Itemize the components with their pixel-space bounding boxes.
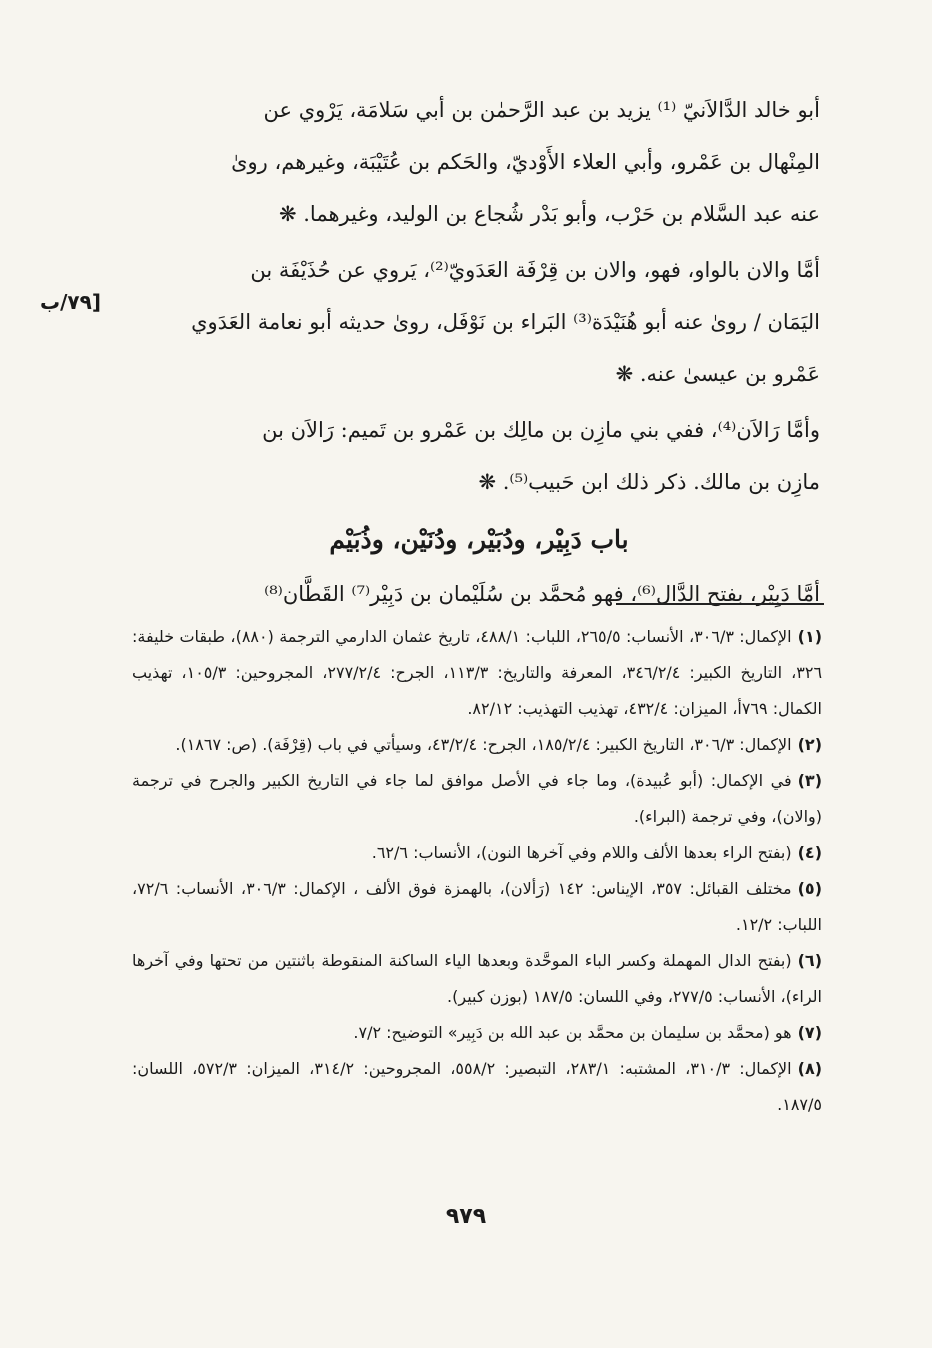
- footnote-text: مختلف القبائل: ٣٥٧، الإيناس: ١٤٢ (رَألان)، بالهمزة فوق الألف ، الإكمال: ٣٠٦/٣، الأنساب: ٧٢/٦، اللباب: ١٢/٢.: [132, 879, 822, 934]
- footnote: [132, 727, 822, 763]
- footnote: [132, 763, 822, 835]
- footnotes: [132, 619, 822, 1123]
- page-number: ٩٧٩: [445, 1204, 487, 1229]
- text-line: مازِن بن مالك. ذكر ذلك ابن حَبيب⁽⁵⁾. ❋: [478, 470, 820, 494]
- footnote: [132, 835, 822, 871]
- footnote-text: الإكمال: ٣٠٦/٣، التاريخ الكبير: ١٨٥/٢/٤، الجرح: ٤٣/٢/٤، وسيأتي في باب (قِرْفَة). (ص: ١٨٦٧).: [175, 735, 792, 754]
- footnote-text: هو (محمَّد بن سليمان بن محمَّد بن عبد الله بن دَبِير» التوضيح: ٧/٢.: [353, 1023, 792, 1042]
- footnote-divider: [616, 603, 824, 605]
- footnote: [132, 871, 822, 943]
- footnote-number: (٤): [797, 843, 822, 862]
- footnote-number: (١): [797, 627, 823, 646]
- footnote: [132, 943, 822, 1015]
- manuscript-folio-ref: [٧٩/ب: [40, 290, 101, 314]
- text-line: أمَّا دَبِيْر، بفتح الدَّال⁽⁶⁾، فهو مُحمَّد بن سُلَيْمان بن دَبِيْر⁽⁷⁾ القَطَّان⁽⁸⁾: [264, 582, 820, 606]
- footnote-number: (٦): [797, 951, 822, 970]
- text-line: عنه عبد السَّلام بن حَرْب، وأبو بَدْر شُجاع بن الوليد، وغيرهما. ❋: [278, 202, 820, 226]
- paragraph-1: [138, 84, 820, 240]
- text-line: عَمْرو بن عيسىٰ عنه. ❋: [615, 362, 820, 386]
- text-line: اليَمَان / روىٰ عنه أبو هُنَيْدَة⁽³⁾ البَراء بن نَوْفَل، روىٰ حديثه أبو نعامة العَدَوي: [191, 310, 820, 334]
- footnote: [132, 1051, 822, 1123]
- text-line: أبو خالد الدَّالاَنيّ ⁽¹⁾ يزيد بن عبد الرَّحمٰن بن أبي سَلامَة، يَرْوي عن: [263, 98, 820, 122]
- footnote-text: الإكمال: ٣١٠/٣، المشتبه: ٢٨٣/١، التبصير: ٥٥٨/٢، المجروحين: ٣١٤/٢، الميزان: ٥٧٢/٣، اللسان: ١٨٧/٥.: [132, 1059, 822, 1114]
- footnote-text: (بفتح الدال المهملة وكسر الباء الموحَّدة وبعدها الياء الساكنة المنقوطة باثنتين من تحتها وفي آخرها الراء)، الأنساب: ٢٧٧/٥، وفي اللسان: ١٨٧/٥ (بوزن كبير).: [132, 951, 822, 1006]
- footnote-text: الإكمال: ٣٠٦/٣، الأنساب: ٢٦٥/٥، اللباب: ٤٨٨/١، تاريخ عثمان الدارمي الترجمة (٨٨٠)، طبقات خليفة: ٣٢٦، التاريخ الكبير: ٣٤٦/٢/٤، المعرفة والتاريخ: ١١٣/٣، الجرح: ٢٧٧/٢/٤، المجروحين: ١٠٥/٣، تهذيب الكمال: ٧٦٩أ، الميزان: ٤٣٢/٤، تهذيب التهذيب: ٨٢/١٢.: [132, 627, 823, 718]
- paragraph-2: [138, 244, 820, 400]
- footnote-number: (٨): [797, 1059, 823, 1078]
- footnote-number: (٣): [797, 771, 822, 790]
- footnote: [132, 619, 822, 727]
- paragraph-4: [138, 568, 820, 620]
- text-line: أمَّا والان بالواو، فهو، والان بن قِرْفَة العَدَويّ⁽²⁾، يَروي عن حُذَيْفَة بن: [250, 258, 820, 282]
- main-text: [138, 84, 820, 624]
- footnote-number: (٥): [797, 879, 822, 898]
- chapter-heading: باب دَبِيْر، ودُبَيْر، ودُنَيْن، وذُبَيْم: [329, 525, 629, 554]
- footnote-number: (٧): [797, 1023, 822, 1042]
- paragraph-3: [138, 404, 820, 508]
- text-line: المِنْهال بن عَمْرو، وأبي العلاء الأَوْديّ، والحَكم بن عُتَيْبَة، وغيرهم، روىٰ: [231, 150, 820, 174]
- footnote-text: في الإكمال: (أبو عُبيدة)، وما جاء في الأصل موافق لما جاء في التاريخ الكبير والجرح في ترجمة (والان)، وفي ترجمة (البراء).: [132, 771, 822, 826]
- footnote: [132, 1015, 822, 1051]
- footnote-number: (٢): [797, 735, 822, 754]
- footnote-text: (بفتح الراء بعدها الألف واللام وفي آخرها النون)، الأنساب: ٦٢/٦.: [371, 843, 792, 862]
- text-line: وأمَّا رَالاَن⁽⁴⁾، ففي بني مازِن بن مالِك بن عَمْرو بن تَميم: رَالاَن بن: [262, 418, 820, 442]
